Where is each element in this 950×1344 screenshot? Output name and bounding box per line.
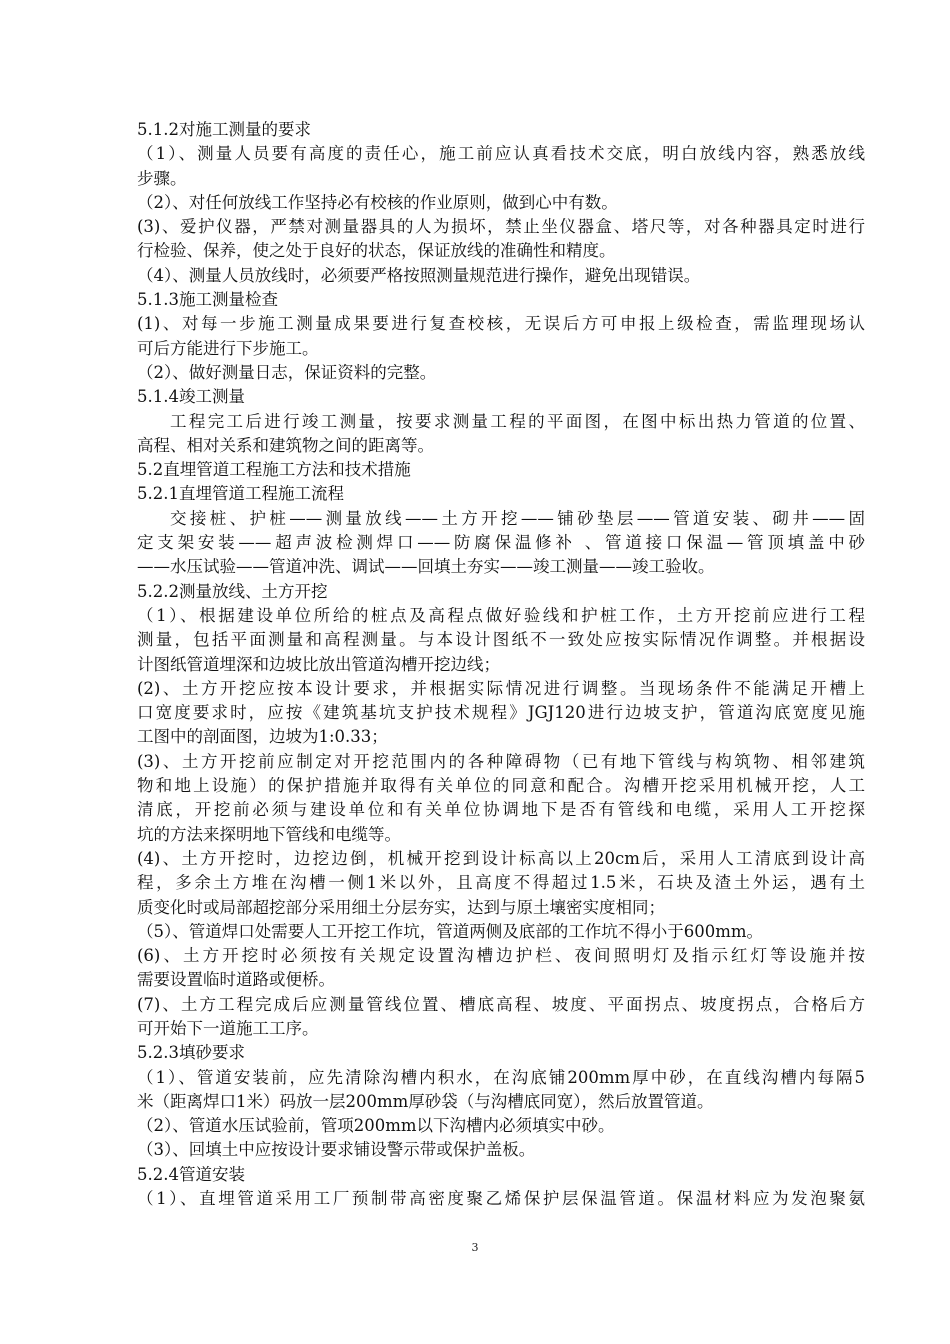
- section-heading-5-1-2: 5.1.2对施工测量的要求: [137, 120, 311, 139]
- paragraph-line: 计图纸管道埋深和边坡比放出管道沟槽开挖边线；: [137, 654, 500, 674]
- paragraph-line: （1）、直埋管道采用工厂预制带高密度聚乙烯保护层保温管道。保温材料应为发泡聚氨: [137, 1189, 865, 1209]
- paragraph-line: （3）、回填土中应按设计要求铺设警示带或保护盖板。: [137, 1140, 536, 1160]
- paragraph-line: 可后方能进行下步施工。: [137, 338, 319, 358]
- paragraph-line: 坑的方法来探明地下管线和电缆等。: [137, 824, 401, 844]
- paragraph-line: 需要设置临时道路或便桥。: [137, 970, 335, 990]
- paragraph-line: 口宽度要求时，应按《建筑基坑支护技术规程》JGJ120进行边坡支护，管道沟底宽度见施: [137, 703, 865, 723]
- paragraph-line: (3)、爱护仪器，严禁对测量器具的人为损坏，禁止坐仪器盒、塔尺等，对各种器具定时进行: [137, 217, 865, 237]
- paragraph-line: 程，多余土方堆在沟槽一侧1米以外，且高度不得超过1.5米，石块及渣土外运，遇有土: [137, 873, 865, 893]
- paragraph-line: （5）、管道焊口处需要人工开挖工作坑，管道两侧及底部的工作坑不得小于600mm。: [137, 921, 764, 941]
- paragraph-line: （2）、管道水压试验前，管项200mm以下沟槽内必须填实中砂。: [137, 1116, 615, 1136]
- paragraph-line: (4)、土方开挖时，边挖边倒，机械开挖到设计标高以上20cm后，采用人工清底到设计高: [137, 848, 865, 868]
- paragraph-line: 步骤。: [137, 168, 187, 188]
- paragraph-line: (7)、土方工程完成后应测量管线位置、槽底高程、坡度、平面拐点、坡度拐点，合格后方: [137, 994, 865, 1014]
- page-number: 3: [471, 1241, 479, 1254]
- paragraph-line: (6)、土方开挖时必须按有关规定设置沟槽边护栏、夜间照明灯及指示红灯等设施并按: [137, 946, 865, 966]
- paragraph-line: （2）、做好测量日志，保证资料的完整。: [137, 362, 437, 382]
- paragraph-line: 交接桩、护桩——测量放线——土方开挖——铺砂垫层——管道安装、砌井——固: [170, 508, 865, 528]
- section-heading-5-2-3: 5.2.3填砂要求: [137, 1043, 245, 1063]
- paragraph-line: 质变化时或局部超挖部分采用细土分层夯实，达到与原土壤密实度相同；: [137, 897, 665, 917]
- paragraph-line: 定支架安装——超声波检测焊口——防腐保温修补 、管道接口保温—管顶填盖中砂: [137, 533, 865, 553]
- paragraph-line: (2)、土方开挖应按本设计要求，并根据实际情况进行调整。当现场条件不能满足开槽上: [137, 678, 865, 698]
- paragraph-line: 工程完工后进行竣工测量，按要求测量工程的平面图，在图中标出热力管道的位置、: [170, 411, 865, 431]
- section-heading-5-1-3: 5.1.3施工测量检查: [137, 290, 278, 310]
- section-heading-5-2-2: 5.2.2测量放线、土方开挖: [137, 581, 328, 601]
- paragraph-line: （1）、根据建设单位所给的桩点及高程点做好验线和护桩工作，土方开挖前应进行工程: [137, 605, 865, 625]
- document-body: [137, 118, 865, 1211]
- section-heading-5-1-4: 5.1.4竣工测量: [137, 387, 245, 407]
- paragraph-line: （2）、对任何放线工作坚持必有校核的作业原则，做到心中有数。: [137, 192, 618, 212]
- paragraph-line: 工图中的剖面图，边坡为1:0.33；: [137, 727, 388, 747]
- section-heading-5-2-4: 5.2.4管道安装: [137, 1164, 245, 1184]
- paragraph-line: (3)、土方开挖前应制定对开挖范围内的各种障碍物（已有地下管线与构筑物、相邻建筑: [137, 751, 865, 771]
- paragraph-line: 米（距离焊口1米）码放一层200mm厚砂袋（与沟槽底同宽），然后放置管道。: [137, 1091, 714, 1111]
- paragraph-line: 高程、相对关系和建筑物之间的距离等。: [137, 435, 434, 455]
- paragraph-line: (1)、对每一步施工测量成果要进行复查校核，无误后方可申报上级检查，需监理现场认: [137, 314, 865, 334]
- section-heading-5-2-1: 5.2.1直埋管道工程施工流程: [137, 484, 344, 504]
- paragraph-line: 物和地上设施）的保护措施并取得有关单位的同意和配合。沟槽开挖采用机械开挖，人工: [137, 776, 865, 796]
- paragraph-line: （4）、测量人员放线时，必须要严格按照测量规范进行操作，避免出现错误。: [137, 265, 701, 285]
- paragraph-line: 行检验、保养，使之处于良好的状态，保证放线的准确性和精度。: [137, 241, 616, 261]
- paragraph-line: （1）、测量人员要有高度的责任心，施工前应认真看技术交底，明白放线内容，熟悉放线: [137, 144, 865, 164]
- paragraph-line: 清底，开挖前必须与建设单位和有关单位协调地下是否有管线和电缆，采用人工开挖探: [137, 800, 865, 820]
- section-heading-5-2: 5.2直埋管道工程施工方法和技术措施: [137, 460, 411, 480]
- paragraph-line: ——水压试验——管道冲洗、调试——回填土夯实——竣工测量——竣工验收。: [137, 557, 715, 577]
- paragraph-line: （1）、管道安装前，应先清除沟槽内积水，在沟底铺200mm厚中砂，在直线沟槽内每隔5: [137, 1067, 865, 1087]
- paragraph-line: 可开始下一道施工工序。: [137, 1018, 319, 1038]
- paragraph-line: 测量，包括平面测量和高程测量。与本设计图纸不一致处应按实际情况作调整。并根据设: [137, 630, 865, 650]
